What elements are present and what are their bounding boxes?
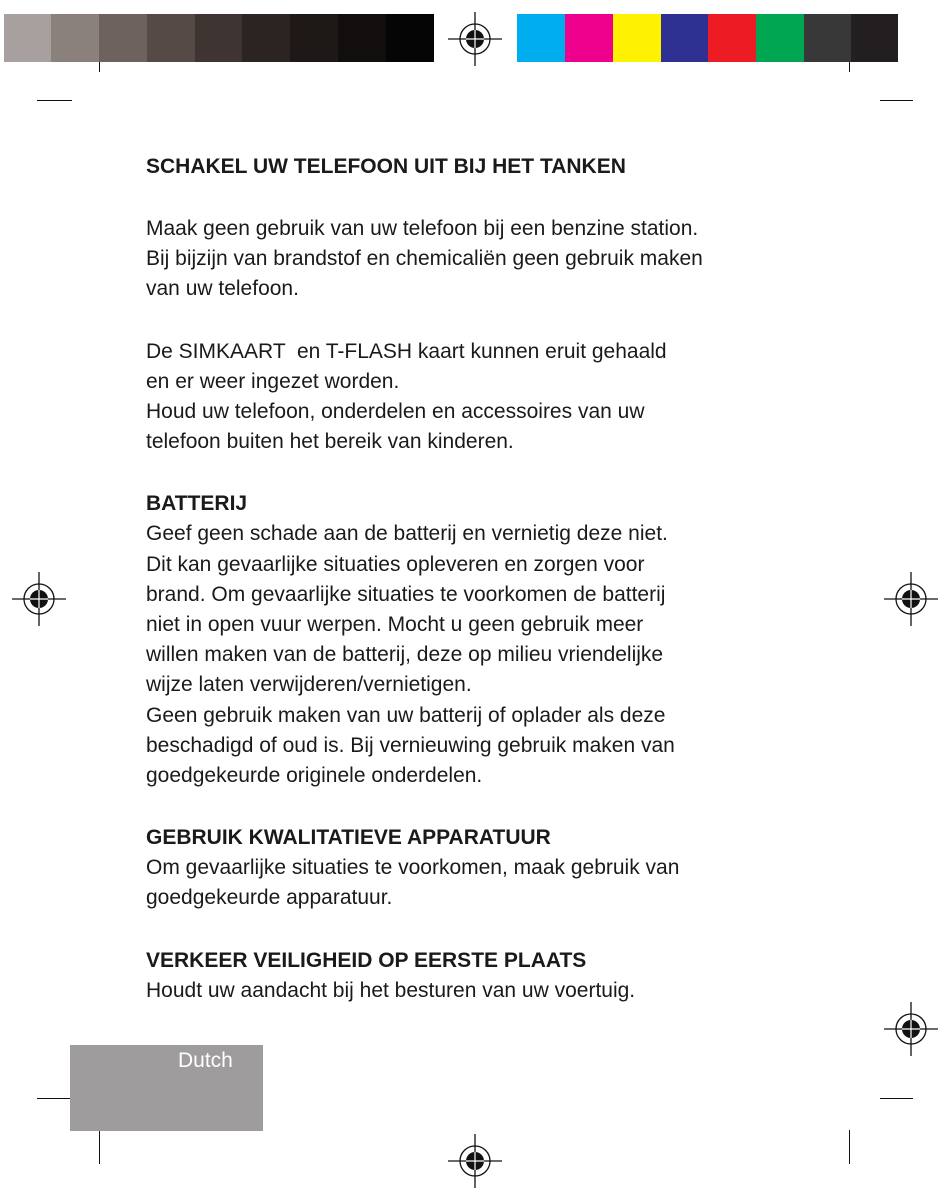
crop-mark	[880, 100, 913, 101]
green-swatch	[756, 14, 804, 62]
crop-mark	[849, 62, 850, 72]
registration-mark-icon	[448, 12, 502, 66]
language-label: Dutch	[178, 1049, 233, 1072]
crop-mark	[849, 1130, 850, 1164]
text-line: telefoon buiten het bereik van kinderen.	[146, 430, 514, 454]
text-line: Geen gebruik maken van uw batterij of oplader als deze	[146, 703, 666, 727]
text-line: Maak geen gebruik van uw telefoon bij een benzine station.	[146, 217, 699, 240]
text-line: De SIMKAART en T-FLASH kaart kunnen eruit gehaald	[146, 339, 667, 363]
gray-swatch	[51, 14, 99, 62]
text-line: Bij bijzijn van brandstof en chemicaliën geen gebruik maken	[146, 247, 703, 271]
text-line: brand. Om gevaarlijke situaties te voorkomen de batterij	[146, 582, 666, 606]
gray-swatch	[242, 14, 290, 62]
crop-mark	[99, 62, 100, 72]
magenta-swatch	[565, 14, 613, 62]
dark-gray-swatch	[804, 14, 851, 62]
text-line: Dit kan gevaarlijke situaties opleveren en zorgen voor	[146, 552, 645, 576]
text-line: van uw telefoon.	[146, 277, 299, 301]
blue-swatch	[661, 14, 708, 62]
text-line: Om gevaarlijke situaties te voorkomen, maak gebruik van	[146, 856, 680, 880]
section-heading-battery: BATTERIJ	[146, 492, 248, 516]
text-line: wijze laten verwijderen/vernietigen.	[146, 673, 472, 697]
black-swatch	[851, 14, 898, 62]
section-heading-fuel: SCHAKEL UW TELEFOON UIT BIJ HET TANKEN	[146, 155, 626, 178]
red-swatch	[708, 14, 756, 62]
gray-swatch	[99, 14, 147, 62]
gray-swatch	[290, 14, 338, 62]
gray-swatch	[386, 14, 434, 62]
yellow-swatch	[613, 14, 661, 62]
registration-mark-icon	[448, 1134, 502, 1188]
text-line: Geef geen schade aan de batterij en vernietig deze niet.	[146, 522, 668, 546]
crop-mark	[37, 1098, 70, 1099]
language-tab	[70, 1045, 263, 1131]
cyan-swatch	[517, 14, 565, 62]
section-heading-equipment: GEBRUIK KWALITATIEVE APPARATUUR	[146, 826, 551, 850]
gray-swatch	[147, 14, 195, 62]
text-line: willen maken van de batterij, deze op milieu vriendelijke	[146, 643, 664, 667]
text-line: goedgekeurde apparatuur.	[146, 886, 393, 910]
section-heading-traffic: VERKEER VEILIGHEID OP EERSTE PLAATS	[146, 948, 587, 972]
gray-swatch	[195, 14, 242, 62]
manual-page-content	[146, 152, 846, 1006]
text-line: beschadigd of oud is. Bij vernieuwing gebruik maken van	[146, 733, 675, 757]
gray-swatch	[338, 14, 386, 62]
registration-mark-icon	[884, 1002, 938, 1056]
crop-mark	[99, 1130, 100, 1164]
text-line: goedgekeurde originele onderdelen.	[146, 764, 483, 788]
crop-mark	[37, 100, 72, 101]
registration-mark-icon	[884, 572, 938, 626]
text-line: en er weer ingezet worden.	[146, 369, 400, 393]
gray-swatch	[4, 14, 51, 62]
text-line: Houdt uw aandacht bij het besturen van uw voertuig.	[146, 978, 636, 1002]
crop-mark	[880, 1098, 913, 1099]
text-line: Houd uw telefoon, onderdelen en accessoires van uw	[146, 400, 645, 424]
registration-mark-icon	[12, 572, 66, 626]
text-line: niet in open vuur werpen. Mocht u geen gebruik meer	[146, 613, 644, 637]
